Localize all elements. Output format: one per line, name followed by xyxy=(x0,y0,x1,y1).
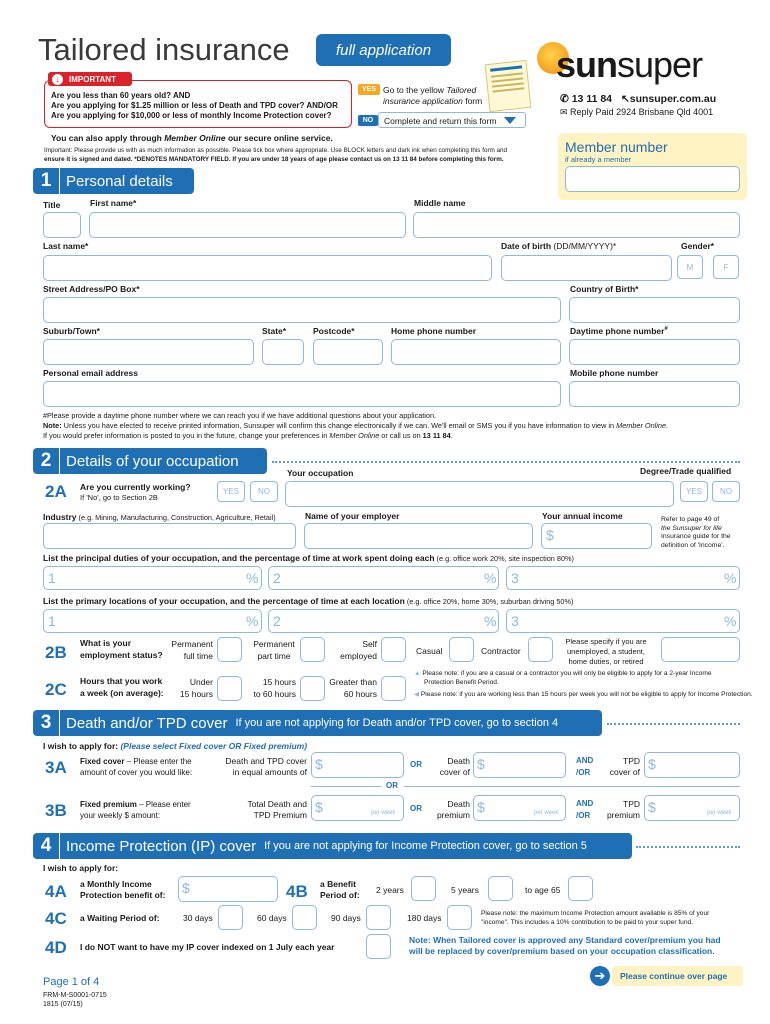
cursor-icon: ↖ xyxy=(620,93,630,105)
duties-text: List the principal duties of your occupation, and the percentage of time at work spent doing each xyxy=(43,553,435,563)
email-field[interactable] xyxy=(43,381,561,407)
perm-part-2: part time xyxy=(257,651,291,661)
title-label: Title xyxy=(43,200,61,210)
specify-1: Please specify if you are xyxy=(565,637,647,646)
industry-eg: (e.g. Mining, Manufacturing, Construction, Agriculture, Retail) xyxy=(76,513,276,522)
mid-hours-label xyxy=(244,676,296,700)
yes-tag: YES xyxy=(358,84,380,95)
question-3: Are you applying for $10,000 or less of monthly Income Protection cover? xyxy=(51,111,332,120)
waiting-note-2: "income". This includes a 10% contribution to be paid to your super fund. xyxy=(481,919,694,926)
mid-2: to 60 hours xyxy=(253,689,296,699)
foot3-e: . xyxy=(450,431,453,440)
or-slash-3b: /OR xyxy=(576,811,591,820)
online-italic: Member Online xyxy=(164,133,226,143)
occupation-field[interactable] xyxy=(285,481,674,507)
triangle-left-icon: ◀ xyxy=(414,691,421,698)
member-number-title: Member number xyxy=(565,139,668,155)
middle-name-label: Middle name xyxy=(414,198,466,208)
yes-instruction xyxy=(383,85,483,107)
important-label: IMPORTANT xyxy=(69,74,116,84)
degree-no-checkbox[interactable]: NO xyxy=(712,481,740,502)
working-sub: If 'No', go to Section 2B xyxy=(80,493,158,502)
hours-question-1: Hours that you work xyxy=(80,676,163,686)
section-1-title: Personal details xyxy=(66,172,173,190)
duty-2-field[interactable] xyxy=(268,566,499,590)
tpd-per-week: per week xyxy=(707,810,732,816)
section-3-subtitle: If you are not applying for Death and/or TPD cover, go to section 4 xyxy=(235,717,559,729)
death-tpd-dollar: $ xyxy=(315,756,323,772)
gender-m-checkbox[interactable]: M xyxy=(677,255,703,279)
full-application-badge xyxy=(316,34,451,66)
note-text: Unless you have elected to receive printed information, Sunsuper will confirm this change electronically if we can. We'll email or SMS you if you have information to view in xyxy=(61,421,617,430)
total-1: Total Death and xyxy=(247,799,307,809)
death-tpd-label xyxy=(210,756,307,778)
refer-line-1: Refer to page 49 of xyxy=(661,516,720,523)
perm-full-2: full time xyxy=(183,651,213,661)
online-text-2: our secure online service. xyxy=(225,133,333,143)
self-2: employed xyxy=(340,651,377,661)
day-phone-field[interactable] xyxy=(569,339,740,365)
website: sunsuper.com.au xyxy=(629,93,717,105)
mail-icon: ✉ xyxy=(560,107,571,117)
down-arrow-icon: ↓ xyxy=(52,74,63,85)
mobile-label: Mobile phone number xyxy=(570,368,659,378)
duty-1-percent: % xyxy=(246,570,259,586)
tpd-cover-2: cover of xyxy=(609,767,640,777)
w90-label: 90 days xyxy=(331,913,361,923)
member-number-sub: if already a member xyxy=(565,155,632,164)
locations-label xyxy=(43,596,573,606)
death-tpd-1: Death and TPD cover xyxy=(225,756,307,766)
dob-text: Date of birth xyxy=(501,241,552,251)
section-2-header xyxy=(60,448,267,474)
logo-super: super xyxy=(617,44,703,85)
over-60-label xyxy=(326,676,377,700)
postcode-label: Postcode* xyxy=(313,326,355,336)
fixed-premium-label xyxy=(80,799,191,821)
income-dollar: $ xyxy=(546,527,554,543)
specify-2: unemployed, a student, xyxy=(567,647,645,656)
death-premium-label xyxy=(425,799,470,821)
benefit-period-label xyxy=(320,879,360,901)
industry-label xyxy=(43,512,276,522)
continue-banner xyxy=(612,966,743,986)
section-3-number: 3 xyxy=(33,710,59,736)
section-1-header xyxy=(60,168,194,194)
section-2-divider xyxy=(272,461,740,463)
no-instruction: Complete and return this form xyxy=(384,116,497,126)
death-cover-2: cover of xyxy=(439,767,470,777)
section-4-divider xyxy=(636,846,740,848)
location-3-number: 3 xyxy=(511,613,519,629)
w30-label: 30 days xyxy=(183,913,213,923)
code-2a: 2A xyxy=(45,482,67,501)
no-tag: NO xyxy=(358,115,378,126)
duty-1-field[interactable] xyxy=(43,566,262,590)
address: Reply Paid 2924 Brisbane Qld 4001 xyxy=(570,107,714,117)
fixed-premium-title: Fixed premium xyxy=(80,800,137,809)
self-1: Self xyxy=(362,639,377,649)
state-field[interactable] xyxy=(262,339,304,365)
total-premium-dollar: $ xyxy=(315,799,323,815)
code-3a: 3A xyxy=(45,758,67,777)
form-code-1: FRM-M-S0001-0715 xyxy=(43,992,107,999)
location-2-number: 2 xyxy=(273,613,281,629)
tpd-prem-2: premium xyxy=(606,810,640,820)
yes-text-2: form xyxy=(462,96,483,106)
section-3-divider xyxy=(607,723,740,725)
day-phone-label xyxy=(570,326,668,336)
chevron-down-icon xyxy=(504,117,516,124)
duties-eg: (e.g. office work 20%, site inspection 80%) xyxy=(434,554,574,563)
tailored-note-1: Note: When Tailored cover is approved any Standard cover/premium you had xyxy=(409,935,721,945)
status-question-1: What is your xyxy=(80,638,132,648)
sunsuper-logo xyxy=(556,44,702,86)
form-code-2: 1815 (07/15) xyxy=(43,1001,83,1008)
bp-5-years-label: 5 years xyxy=(451,885,479,895)
tailored-note xyxy=(409,935,721,957)
w180-checkbox[interactable] xyxy=(447,905,472,930)
hours-note-2-text: Please note: if you are working less than 15 hours per week you will not be eligible to apply for Income Protection. xyxy=(420,691,753,698)
code-4c: 4C xyxy=(45,909,67,928)
perm-part-label xyxy=(244,638,304,662)
or-label-3b: OR xyxy=(410,804,422,813)
home-phone-field[interactable] xyxy=(391,339,561,365)
degree-label: Degree/Trade qualified xyxy=(640,466,732,476)
casual-checkbox[interactable] xyxy=(449,637,474,662)
industry-text: Industry xyxy=(43,512,77,522)
day-phone-text: Daytime phone number xyxy=(570,326,665,336)
locations-text: List the primary locations of your occupation, and the percentage of time at each location xyxy=(43,596,405,606)
state-label: State* xyxy=(262,326,287,336)
monthly-2: Protection benefit of: xyxy=(80,890,166,900)
and-3a: AND xyxy=(576,756,594,765)
section-4-number: 4 xyxy=(33,833,59,859)
bp-5-years-checkbox[interactable] xyxy=(488,876,513,901)
online-note xyxy=(51,133,333,143)
code-4d: 4D xyxy=(45,938,67,957)
locations-eg: (e.g. office 20%, home 30%, suburban driving 50%) xyxy=(404,597,574,606)
fixed-cover-title: Fixed cover xyxy=(80,757,125,766)
specify-label xyxy=(556,637,656,667)
section-3-apply xyxy=(43,741,307,751)
important-note-line-1: Important: Please provide us with as much information as possible. Please tick box where appropriate. Use BLOCK letters and dark ink when completing this form and xyxy=(44,147,508,154)
suburb-label: Suburb/Town* xyxy=(43,326,100,336)
section-4-title: Income Protection (IP) cover xyxy=(66,837,257,855)
tpd-prem-1: TPD xyxy=(623,799,640,809)
duty-1-number: 1 xyxy=(48,570,56,586)
or-slash-3a: /OR xyxy=(576,768,591,777)
refer-line-2: the Sunsuper for life xyxy=(661,524,722,532)
refer-line-4: definition of 'Income'. xyxy=(661,541,725,549)
dob-field[interactable] xyxy=(501,255,672,281)
suburb-field[interactable] xyxy=(43,339,254,365)
perm-full-1: Permanent xyxy=(171,639,213,649)
street-label: Street Address/PO Box* xyxy=(43,284,140,294)
total-2: TPD Premium xyxy=(253,810,307,820)
specify-field[interactable] xyxy=(661,637,740,662)
section-2-number: 2 xyxy=(33,448,59,474)
death-per-week: per week xyxy=(534,810,559,816)
death-premium-field[interactable] xyxy=(473,795,566,821)
duty-3-percent: % xyxy=(724,570,737,586)
badge-text: full application xyxy=(335,41,432,59)
address-line xyxy=(560,107,713,118)
death-cover-dollar: $ xyxy=(477,756,485,772)
section-3-header xyxy=(60,710,602,736)
working-yes-checkbox[interactable]: YES xyxy=(217,481,245,502)
and-or-3b xyxy=(576,798,593,822)
online-text: You can also apply through xyxy=(51,133,165,143)
total-per-week: per week xyxy=(371,810,396,816)
not-indexed-checkbox[interactable] xyxy=(366,934,391,959)
duty-3-number: 3 xyxy=(511,570,519,586)
total-premium-label xyxy=(220,799,307,821)
dob-format: (DD/MM/YYYY)* xyxy=(551,241,617,251)
fixed-cover-rest: – Please enter the xyxy=(124,757,192,766)
specify-3: home duties, or retired xyxy=(568,657,644,666)
tpd-cover-1: TPD xyxy=(623,756,640,766)
location-2-field[interactable] xyxy=(268,609,499,633)
title-field[interactable] xyxy=(43,212,81,238)
income-field[interactable] xyxy=(541,523,652,549)
code-4b: 4B xyxy=(286,882,308,901)
total-premium-field[interactable] xyxy=(311,795,404,821)
self-employed-label xyxy=(330,638,377,662)
perm-part-1: Permanent xyxy=(253,639,295,649)
monthly-benefit-field[interactable] xyxy=(178,876,278,902)
death-prem-2: premium xyxy=(436,810,470,820)
perm-full-checkbox[interactable] xyxy=(217,637,242,662)
your-occupation-label: Your occupation xyxy=(287,468,354,478)
w60-label: 60 days xyxy=(257,913,287,923)
section-4-subtitle: If you are not applying for Income Protection cover, go to section 5 xyxy=(264,840,587,852)
dob-label xyxy=(501,241,616,251)
phone-icon: ✆ xyxy=(560,93,572,105)
income-reference xyxy=(661,516,731,550)
yellow-form-thumbnail xyxy=(485,60,532,112)
bp-age-65-label: to age 65 xyxy=(525,885,561,895)
or-divider-left xyxy=(311,786,381,787)
section-1-footnote-3 xyxy=(43,431,453,440)
death-cover-label xyxy=(430,756,470,778)
last-name-label: Last name* xyxy=(43,241,89,251)
bp-age-65-checkbox[interactable] xyxy=(568,876,593,901)
waiting-note-1: Please note: the maximum Income Protection amount available is 85% of your xyxy=(481,910,710,917)
or-label-3a: OR xyxy=(410,760,422,769)
middle-name-field[interactable] xyxy=(413,212,740,238)
tpd-premium-field[interactable] xyxy=(644,795,740,821)
under-1: Under xyxy=(189,677,213,687)
under-15-checkbox[interactable] xyxy=(217,676,242,701)
self-employed-checkbox[interactable] xyxy=(381,637,406,662)
under-2: 15 hours xyxy=(179,689,213,699)
bp-2-years-checkbox[interactable] xyxy=(411,876,436,901)
monthly-1: a Monthly Income xyxy=(80,879,152,889)
note-end: . xyxy=(666,421,669,430)
location-3-percent: % xyxy=(724,613,737,629)
code-2b: 2B xyxy=(45,643,67,662)
over-60-checkbox[interactable] xyxy=(381,676,406,701)
tpd-premium-dollar: $ xyxy=(648,799,656,815)
section-4-apply: I wish to apply for: xyxy=(43,863,119,873)
fixed-premium-2: your weekly $ amount: xyxy=(80,811,161,820)
note-italic: Member Online xyxy=(616,421,667,430)
hours-note-1-a: Please note: if you are a casual or a contractor you will only be eligible to apply for a 2-year Income xyxy=(422,670,712,677)
contractor-label: Contractor xyxy=(481,646,521,656)
first-name-label: First name* xyxy=(90,198,137,208)
question-1: Are you less than 60 years old? AND xyxy=(51,91,191,100)
duty-2-number: 2 xyxy=(273,570,281,586)
country-field[interactable] xyxy=(569,297,740,323)
benefit-1: a Benefit xyxy=(320,879,356,889)
hours-note-1-b: Protection Benefit Period. xyxy=(424,678,499,686)
tpd-cover-label xyxy=(600,756,640,778)
question-2: Are you applying for $1.25 million or less of Death and TPD cover? AND/OR xyxy=(51,101,338,110)
yes-text-1: Go to the yellow xyxy=(383,85,447,95)
first-name-field[interactable] xyxy=(89,212,406,238)
refer-line-3: Insurance guide for the xyxy=(661,533,731,540)
yes-text-italic: Tailored insurance application xyxy=(383,85,477,106)
section-4-header xyxy=(60,833,632,859)
fixed-cover-label xyxy=(80,756,192,778)
and-3b: AND xyxy=(576,799,594,808)
industry-field[interactable] xyxy=(43,523,296,549)
location-1-percent: % xyxy=(246,613,259,629)
tpd-premium-label xyxy=(600,799,640,821)
monthly-benefit-dollar: $ xyxy=(182,880,190,896)
duty-3-field[interactable] xyxy=(506,566,740,590)
code-2c: 2C xyxy=(45,680,67,699)
location-1-field[interactable] xyxy=(43,609,262,633)
code-4a: 4A xyxy=(45,882,67,901)
apply-for-text: I wish to apply for: xyxy=(43,741,121,751)
mid-1: 15 hours xyxy=(262,677,296,687)
location-2-percent: % xyxy=(484,613,497,629)
continue-text: Please continue over page xyxy=(620,971,728,981)
employer-label: Name of your employer xyxy=(305,511,400,521)
over-2: 60 hours xyxy=(343,689,377,699)
duties-label xyxy=(43,553,574,563)
day-phone-mark: # xyxy=(664,326,668,333)
section-2-title: Details of your occupation xyxy=(66,452,239,470)
degree-yes-checkbox[interactable]: YES xyxy=(680,481,708,502)
benefit-2: Period of: xyxy=(320,890,360,900)
country-label: Country of Birth* xyxy=(570,284,639,294)
under-15-label xyxy=(170,676,213,700)
mid-hours-checkbox[interactable] xyxy=(300,676,325,701)
death-cover-field[interactable] xyxy=(473,752,566,778)
working-question: Are you currently working? xyxy=(80,482,191,492)
hours-note-1 xyxy=(414,670,712,687)
section-1-number: 1 xyxy=(33,168,59,194)
death-tpd-amount-field[interactable] xyxy=(311,752,404,778)
location-3-field[interactable] xyxy=(506,609,740,633)
hours-note-2 xyxy=(414,690,753,698)
street-field[interactable] xyxy=(43,297,561,323)
casual-label: Casual xyxy=(416,646,443,656)
home-phone-label: Home phone number xyxy=(391,326,477,336)
w180-label: 180 days xyxy=(407,913,442,923)
perm-full-label xyxy=(150,638,213,662)
w60-checkbox[interactable] xyxy=(292,905,317,930)
phone-number: 13 11 84 xyxy=(571,93,613,105)
foot3-b: Member Online xyxy=(329,431,380,440)
section-3-title: Death and/or TPD cover xyxy=(66,714,228,732)
code-3b: 3B xyxy=(45,801,67,820)
important-tab xyxy=(48,72,132,86)
contact-line xyxy=(560,93,716,105)
tpd-cover-dollar: $ xyxy=(648,756,656,772)
waiting-note xyxy=(481,909,709,927)
form-title: Tailored insurance xyxy=(38,32,290,67)
important-note-line-2: ensure it is signed and dated. *DENOTES MANDATORY FIELD. If you are under 18 years of age please contact us on 13 11 84 before completing this form. xyxy=(44,156,504,163)
last-name-field[interactable] xyxy=(43,255,492,281)
over-1: Greater than xyxy=(329,677,377,687)
status-question-2: employment status? xyxy=(80,650,163,660)
death-cover-1: Death xyxy=(447,756,470,766)
perm-part-checkbox[interactable] xyxy=(300,637,325,662)
waiting-period-label: a Waiting Period of: xyxy=(80,913,160,923)
fixed-cover-2: amount of cover you would like: xyxy=(80,768,193,777)
w30-checkbox[interactable] xyxy=(218,905,243,930)
death-prem-1: Death xyxy=(447,799,470,809)
section-1-footnote-2 xyxy=(43,421,668,430)
continue-arrow-icon: ➔ xyxy=(590,966,610,986)
not-indexed-label: I do NOT want to have my IP cover indexed on 1 July each year xyxy=(80,942,335,952)
death-tpd-2: in equal amounts of xyxy=(232,767,307,777)
location-1-number: 1 xyxy=(48,613,56,629)
triangle-up-icon: ▲ xyxy=(414,670,423,677)
monthly-benefit-label xyxy=(80,879,165,901)
w90-checkbox[interactable] xyxy=(366,905,391,930)
note-bold: Note: xyxy=(43,421,62,430)
contractor-checkbox[interactable] xyxy=(528,637,553,662)
foot3-c: or call us on xyxy=(379,431,423,440)
tpd-cover-field[interactable] xyxy=(644,752,740,778)
hours-question-2: a week (on average): xyxy=(80,688,164,698)
foot3-a: If you would prefer information is posted to you in the future, change your preferences in xyxy=(43,431,330,440)
email-label: Personal email address xyxy=(43,368,138,378)
postcode-field[interactable] xyxy=(313,339,383,365)
section-1-footnote-1: #Please provide a daytime phone number where we can reach you if we have additional questions about your application. xyxy=(43,411,437,420)
tailored-note-2: will be replaced by cover/premium based on your occupation classification. xyxy=(409,946,715,956)
member-number-field[interactable] xyxy=(565,166,740,192)
or-divider-right xyxy=(404,786,740,787)
employer-field[interactable] xyxy=(304,523,533,549)
fixed-premium-rest: – Please enter xyxy=(136,800,191,809)
gender-label: Gender* xyxy=(681,241,715,251)
page-indicator: Page 1 of 4 xyxy=(43,976,100,988)
duty-2-percent: % xyxy=(484,570,497,586)
mobile-field[interactable] xyxy=(569,381,740,407)
working-no-checkbox[interactable]: NO xyxy=(250,481,278,502)
gender-f-checkbox[interactable]: F xyxy=(713,255,739,279)
and-or-3a xyxy=(576,755,593,779)
apply-hint: (Please select Fixed cover OR Fixed premium) xyxy=(120,741,308,751)
or-divider-label: OR xyxy=(386,781,398,790)
death-premium-dollar: $ xyxy=(477,799,485,815)
income-label: Your annual income xyxy=(542,511,623,521)
logo-sun: sun xyxy=(556,44,618,85)
foot3-phone: 13 11 84 xyxy=(422,431,451,440)
bp-2-years-label: 2 years xyxy=(376,885,404,895)
